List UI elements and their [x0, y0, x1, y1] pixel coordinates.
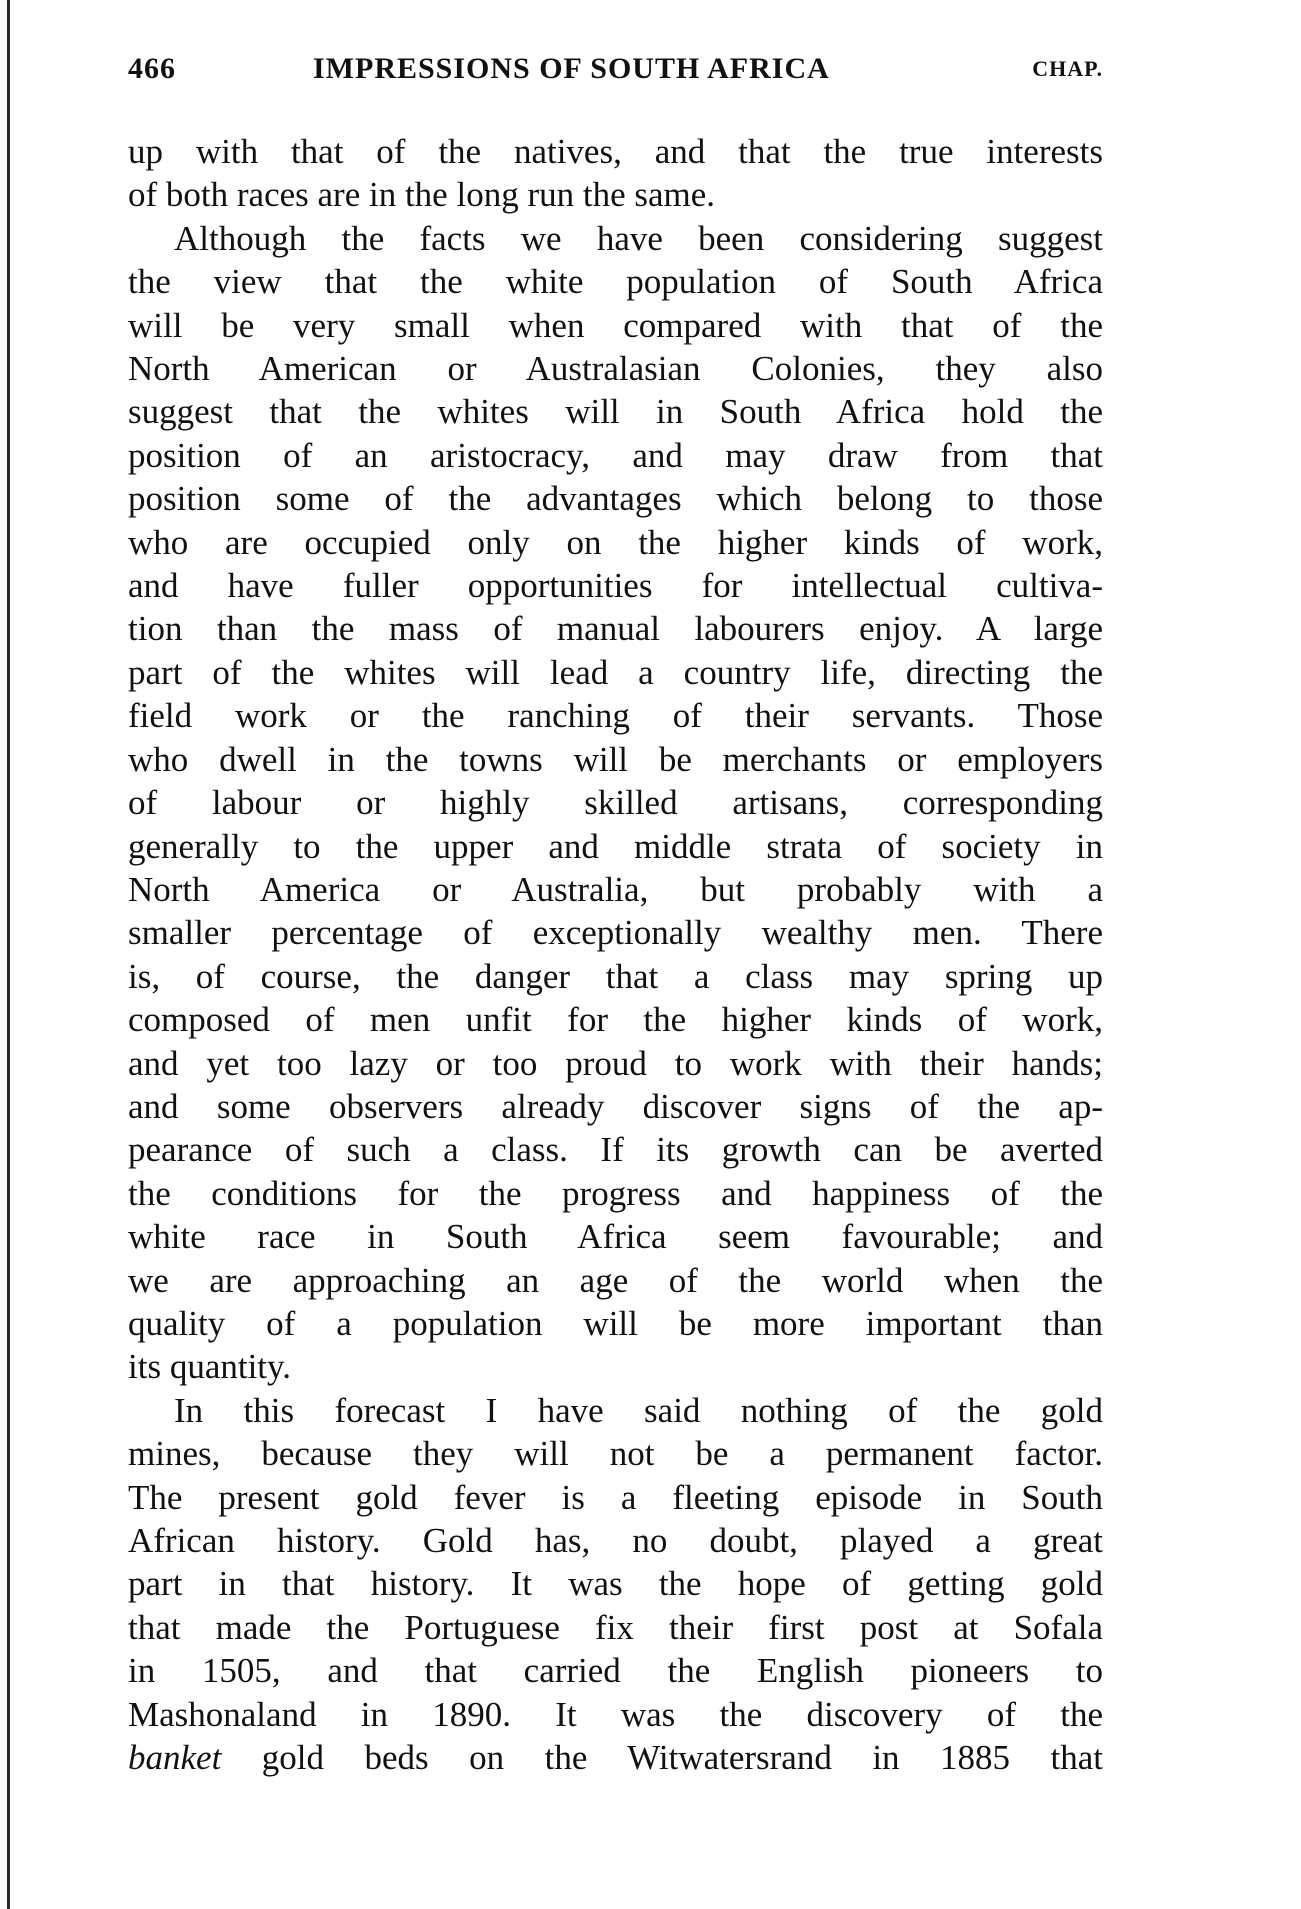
text-line: In this forecast I have said nothing of the gold	[174, 1390, 1103, 1430]
text-line: pearance of such a class. If its growth can be averted	[128, 1130, 1103, 1170]
text-line: that made the Portuguese fix their first post at Sofala	[128, 1607, 1103, 1647]
text-line: who are occupied only on the higher kinds of work,	[128, 522, 1103, 562]
chapter-abbreviation: CHAP.	[1032, 56, 1103, 81]
text-line: in 1505, and that carried the English pioneers to	[128, 1651, 1103, 1691]
text-line: the view that the white population of South Africa	[128, 262, 1103, 302]
text-line: part in that history. It was the hope of getting gold	[128, 1564, 1103, 1604]
text-line: white race in South Africa seem favourable; and	[128, 1217, 1103, 1257]
final-line-rest: gold beds on the Witwatersrand in 1885 that	[221, 1738, 1103, 1778]
text-line: North American or Australasian Colonies, they also	[128, 349, 1103, 389]
text-line: quality of a population will be more important than	[128, 1303, 1103, 1343]
scan-edge-line	[7, 0, 10, 1909]
text-line: who dwell in the towns will be merchants or employers	[128, 739, 1103, 779]
body-text	[128, 130, 1103, 1779]
text-line: and some observers already discover signs of the ap-	[128, 1086, 1103, 1126]
text-line: African history. Gold has, no doubt, played a great	[128, 1521, 1103, 1560]
text-line: field work or the ranching of their servants. Those	[128, 696, 1103, 736]
text-line: mines, because they will not be a permanent factor.	[128, 1434, 1103, 1474]
text-line: position some of the advantages which belong to those	[128, 479, 1103, 519]
text-line: position of an aristocracy, and may draw from that	[128, 435, 1103, 475]
text-line: its quantity.	[128, 1347, 292, 1387]
text-line: Although the facts we have been considering suggest	[174, 218, 1103, 258]
text-line: and have fuller opportunities for intellectual cultiva-	[128, 566, 1103, 606]
text-line: is, of course, the danger that a class may spring up	[128, 956, 1103, 996]
text-line: North America or Australia, but probably with a	[128, 869, 1103, 909]
text-line-final	[128, 1736, 1103, 1779]
text-line: of labour or highly skilled artisans, corresponding	[128, 783, 1103, 823]
text-line: Mashonaland in 1890. It was the discovery of the	[128, 1694, 1103, 1734]
text-line: the conditions for the progress and happiness of the	[128, 1173, 1103, 1213]
text-line: smaller percentage of exceptionally wealthy men. There	[128, 913, 1103, 953]
text-line: up with that of the natives, and that the true interests	[128, 132, 1103, 171]
text-line: of both races are in the long run the same.	[128, 175, 716, 215]
text-line: The present gold fever is a fleeting episode in South	[128, 1477, 1103, 1517]
text-line: and yet too lazy or too proud to work with their hands;	[128, 1043, 1103, 1083]
text-line: generally to the upper and middle strata of society in	[128, 826, 1103, 866]
page-number: 466	[128, 52, 176, 85]
text-line: will be very small when compared with that of the	[128, 305, 1103, 345]
page-header	[128, 52, 1103, 96]
text-line: tion than the mass of manual labourers enjoy. A large	[128, 609, 1103, 649]
italic-term: banket	[128, 1738, 222, 1778]
running-title: IMPRESSIONS OF SOUTH AFRICA	[313, 52, 830, 85]
text-line: part of the whites will lead a country life, directing the	[128, 652, 1103, 692]
text-line: we are approaching an age of the world when the	[128, 1260, 1103, 1300]
text-line: suggest that the whites will in South Africa hold the	[128, 392, 1103, 432]
text-line: composed of men unfit for the higher kinds of work,	[128, 1000, 1103, 1040]
